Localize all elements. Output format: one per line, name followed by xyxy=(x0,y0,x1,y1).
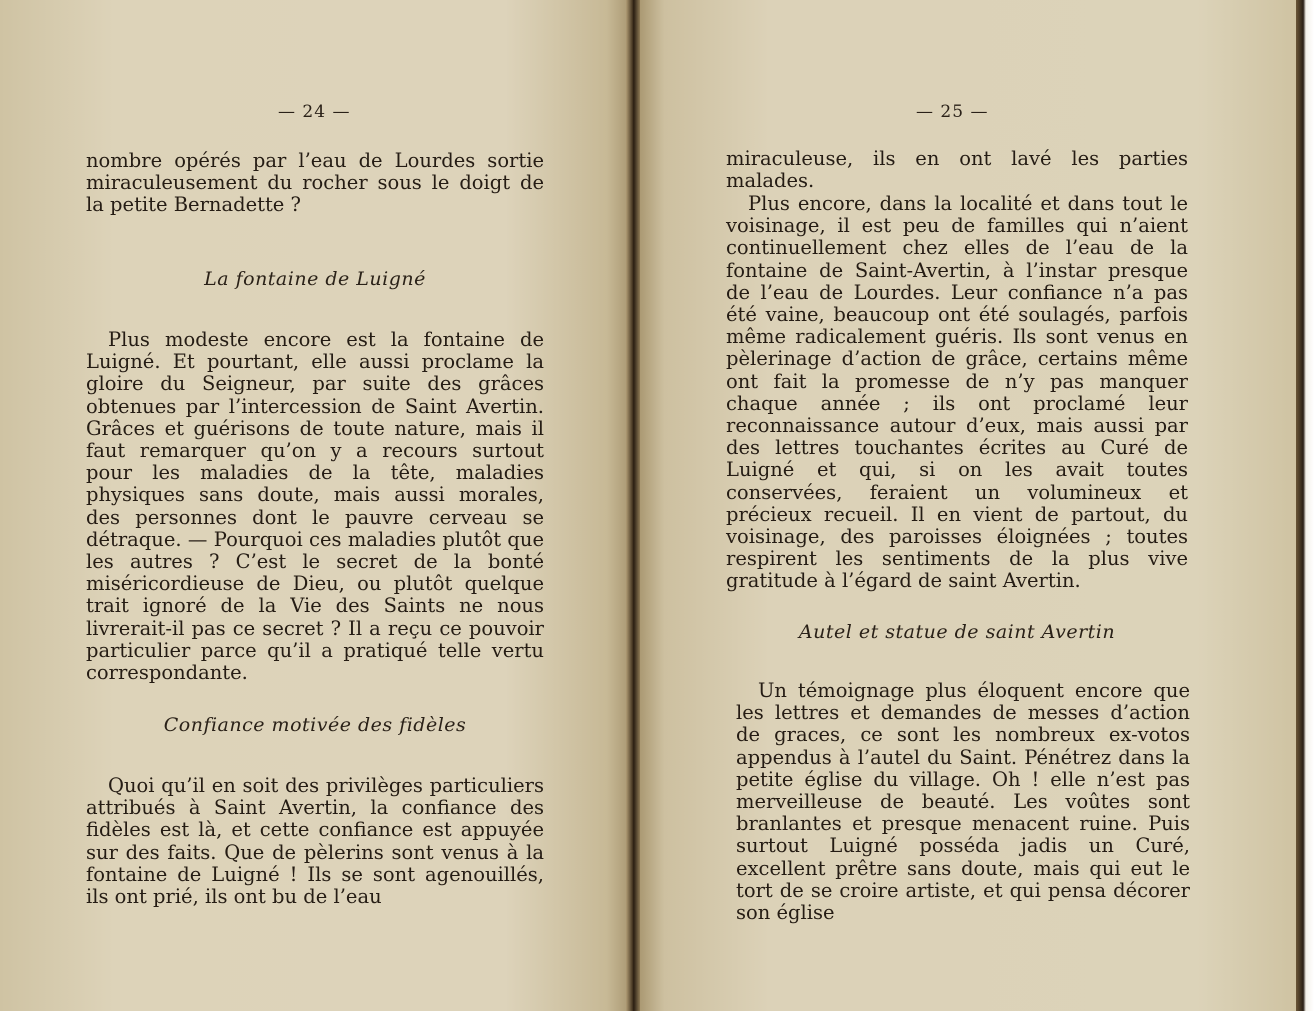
opening-paragraph: miraculeuse, ils en ont lavé les parties malades. xyxy=(726,147,1188,193)
opening-paragraph: nombre opérés par l’eau de Lourdes sortie miraculeusement du rocher sous le doigt de la petite Bernadette ? xyxy=(86,149,544,217)
section-heading: Confiance motivée des fidèles xyxy=(163,714,467,736)
book-gutter xyxy=(626,0,640,1011)
body-paragraph: Quoi qu’il en soit des privilèges particuliers attribués à Saint Avertin, la confiance des fidèles est là, et cette confiance est appuyée sur des faits. Que de pèlerins sont venus à la fontaine de Luigné ! Ils se sont agenouillés, ils ont prié, ils ont bu de l’eau xyxy=(86,774,544,909)
right-page xyxy=(638,0,1296,1011)
page-edge xyxy=(1296,0,1314,1011)
page-number: — 24 — xyxy=(278,102,351,122)
body-paragraph: Plus modeste encore est la fontaine de Luigné. Et pourtant, elle aussi proclame la gloire du Seigneur, par suite des grâces obtenues par l’intercession de Saint Avertin. Grâces et guérisons de toute nature, mais il faut remarquer qu’on y a recours surtout pour les maladies de la tête, maladies physiques sans doute, mais aussi morales, des personnes dont le pauvre cerveau se détraque. — Pourquoi ces maladies plutôt que les autres ? C’est le secret de la bonté miséricordieuse de Dieu, ou plutôt quelque trait ignoré de la Vie des Saints ne nous livrerait-il pas ce secret ? Il a reçu ce pouvoir particulier parce qu’il a pratiqué telle vertu correspondante. xyxy=(86,328,544,685)
page-number: — 25 — xyxy=(916,102,989,122)
section-heading: Autel et statue de saint Avertin xyxy=(798,621,1116,643)
left-page xyxy=(0,0,632,1011)
body-paragraph: Plus encore, dans la localité et dans tout le voisinage, il est peu de familles qui n’aient continuellement chez elles de l’eau de la fontaine de Saint-Avertin, à l’instar presque de l’eau de Lourdes. Leur confiance n’a pas été vaine, beaucoup ont été soulagés, parfois même radicalement guéris. Ils sont venus en pèlerinage d’action de grâce, certains même ont fait la promesse de n’y pas manquer chaque année ; ils ont proclamé leur reconnaissance autour d’eux, mais aussi par des lettres touchantes écrites au Curé de Luigné et qui, si on les avait toutes conservées, feraient un volumineux et précieux recueil. Il en vient de partout, du voisinage, des paroisses éloignées ; toutes respirent les sentiments de la plus vive gratitude à l’égard de saint Avertin. xyxy=(726,192,1188,593)
section-heading: La fontaine de Luigné xyxy=(204,268,426,290)
body-paragraph: Un témoignage plus éloquent encore que les lettres et demandes de messes d’action de graces, ce sont les nombreux ex-votos appendus à l’autel du Saint. Pénétrez dans la petite église du village. Oh ! elle n’est pas merveilleuse de beauté. Les voûtes sont branlantes et presque menacent ruine. Puis surtout Luigné posséda jadis un Curé, excellent prêtre sans doute, mais qui eut le tort de se croire artiste, et qui pensa décorer son église xyxy=(736,679,1190,925)
